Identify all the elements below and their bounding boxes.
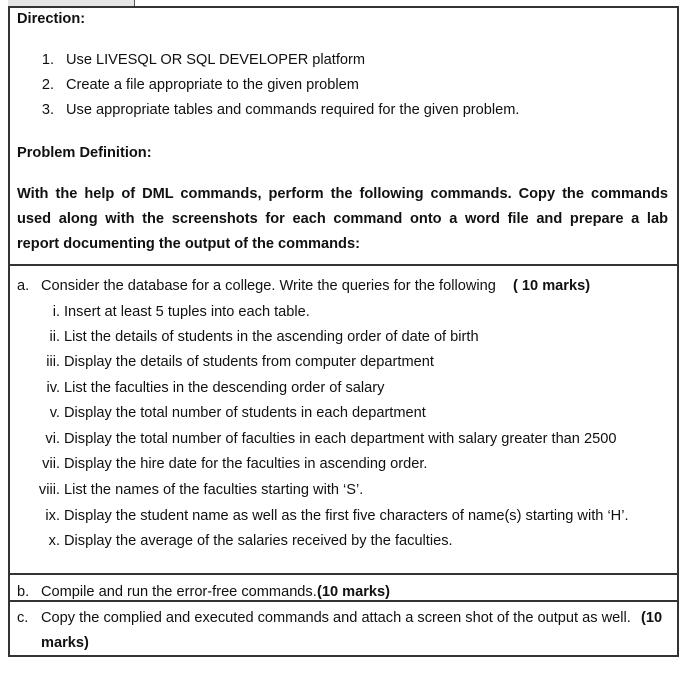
task-a-label: a. — [17, 278, 30, 294]
problem-line: With the help of DML commands, perform the following commands. Copy the commands — [17, 186, 668, 202]
problem-line: used along with the screenshots for each command onto a word file and prepare a lab — [17, 211, 668, 227]
task-a-text: Consider the database for a college. Write the queries for the following — [41, 278, 496, 294]
sub-item-text: Display the total number of students in each department — [64, 405, 426, 421]
sub-item-number: viii. — [38, 482, 60, 498]
sub-item-text: List the names of the faculties starting with ‘S’. — [64, 482, 364, 498]
sub-item-text: Display the student name as well as the first five characters of name(s) starting with ‘H’. — [64, 508, 629, 524]
task-c-marks: (10 — [641, 610, 663, 626]
sub-item-number: v. — [49, 405, 60, 421]
direction-item-number: 3. — [41, 102, 54, 118]
direction-item-text: Use LIVESQL OR SQL DEVELOPER platform — [66, 52, 366, 68]
task-a-marks: ( 10 marks) — [513, 278, 591, 294]
sub-item-number: vi. — [45, 431, 60, 447]
task-b-text: Compile and run the error-free commands. — [41, 584, 317, 600]
task-c-text: Copy the complied and executed commands and attach a screen shot of the output as well. — [41, 610, 631, 626]
sub-item-text: List the faculties in the descending order of salary — [64, 380, 385, 396]
sub-item-number: iv. — [46, 380, 60, 396]
problem-heading: Problem Definition: — [17, 145, 152, 161]
sub-item-number: ii. — [49, 329, 60, 345]
task-c-marks-continued: marks) — [41, 635, 89, 651]
problem-line: report documenting the output of the commands: — [17, 236, 360, 252]
sub-item-text: Display the total number of faculties in each department with salary greater than 2500 — [64, 431, 617, 447]
sub-item-number: i. — [52, 304, 60, 320]
sub-item-text: Display the hire date for the faculties in ascending order. — [64, 456, 428, 472]
task-b-marks: (10 marks) — [317, 584, 391, 600]
direction-heading: Direction: — [17, 11, 86, 27]
sub-item-text: Display the average of the salaries received by the faculties. — [64, 533, 453, 549]
direction-item-text: Create a file appropriate to the given problem — [66, 77, 359, 93]
sub-item-text: List the details of students in the ascending order of date of birth — [64, 329, 479, 345]
section-divider-a — [8, 264, 679, 266]
task-c-label: c. — [17, 610, 29, 626]
section-divider-b — [8, 573, 679, 575]
sub-item-number: x. — [48, 533, 60, 549]
task-b-label: b. — [17, 584, 30, 600]
direction-item-text: Use appropriate tables and commands required for the given problem. — [66, 102, 520, 118]
sub-item-text: Display the details of students from computer department — [64, 354, 434, 370]
direction-item-number: 1. — [41, 52, 54, 68]
direction-item-number: 2. — [41, 77, 54, 93]
sub-item-number: ix. — [45, 508, 60, 524]
sub-item-text: Insert at least 5 tuples into each table. — [64, 304, 310, 320]
sub-item-number: vii. — [42, 456, 60, 472]
sub-item-number: iii. — [46, 354, 60, 370]
